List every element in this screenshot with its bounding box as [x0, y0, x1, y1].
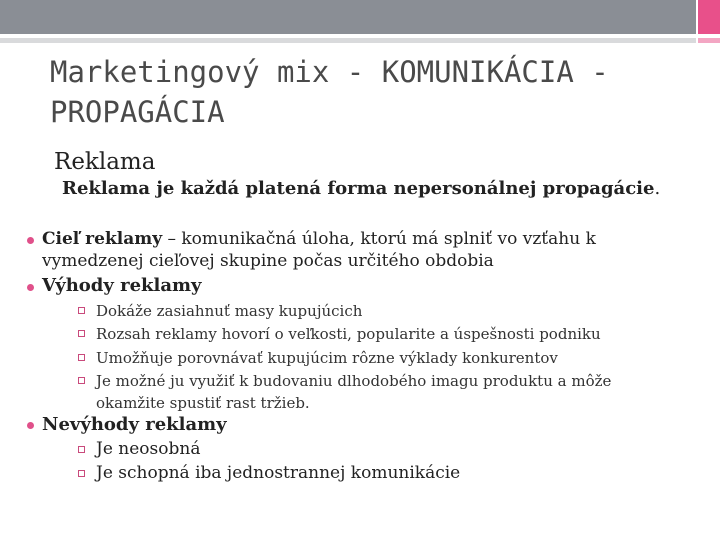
- advantages-heading: Výhody reklamy: [42, 275, 202, 296]
- header-thin-accent-bar: [698, 38, 720, 43]
- advantage-item-continuation: okamžite spustiť rast tržieb.: [96, 394, 310, 412]
- disadvantage-item: Je neosobná: [96, 439, 201, 459]
- sub-bullet-square: [78, 470, 85, 477]
- slide-title: Marketingový mix - KOMUNIKÁCIA - PROPAGÁCIA: [50, 55, 609, 129]
- header-thin-bar: [0, 38, 696, 43]
- bullet-dot: [27, 422, 34, 429]
- advantage-item: Je možné ju využiť k budovaniu dlhodobého imagu produktu a môže: [96, 372, 612, 390]
- sub-bullet-square: [78, 330, 85, 337]
- sub-bullet-square: [78, 377, 85, 384]
- goal-line-1: [42, 228, 596, 250]
- bullet-dot: [27, 237, 34, 244]
- goal-label: Cieľ reklamy: [42, 229, 163, 249]
- goal-text-line1: – komunikačná úloha, ktorú má splniť vo vzťahu k: [162, 229, 596, 249]
- bullet-dot: [27, 284, 34, 291]
- advantage-item: Umožňuje porovnávať kupujúcim rôzne výklady konkurentov: [96, 349, 558, 367]
- sub-bullet-square: [78, 446, 85, 453]
- goal-line-2: vymedzenej cieľovej skupine počas určitého obdobia: [42, 251, 494, 271]
- slide-subtitle: Reklama: [54, 149, 156, 175]
- advantage-item: Dokáže zasiahnuť masy kupujúcich: [96, 302, 363, 320]
- sub-bullet-square: [78, 354, 85, 361]
- header-accent-bar: [698, 0, 720, 34]
- definition-text: [62, 177, 660, 201]
- advantage-item: Rozsah reklamy hovorí o veľkosti, popularite a úspešnosti podniku: [96, 325, 601, 343]
- sub-bullet-square: [78, 307, 85, 314]
- definition-end: .: [654, 178, 661, 199]
- header-bar: [0, 0, 696, 34]
- definition-strong: Reklama je každá platená forma nepersonálnej propagácie: [62, 178, 655, 199]
- disadvantages-heading: Nevýhody reklamy: [42, 414, 227, 435]
- disadvantage-item: Je schopná iba jednostrannej komunikácie: [96, 463, 461, 483]
